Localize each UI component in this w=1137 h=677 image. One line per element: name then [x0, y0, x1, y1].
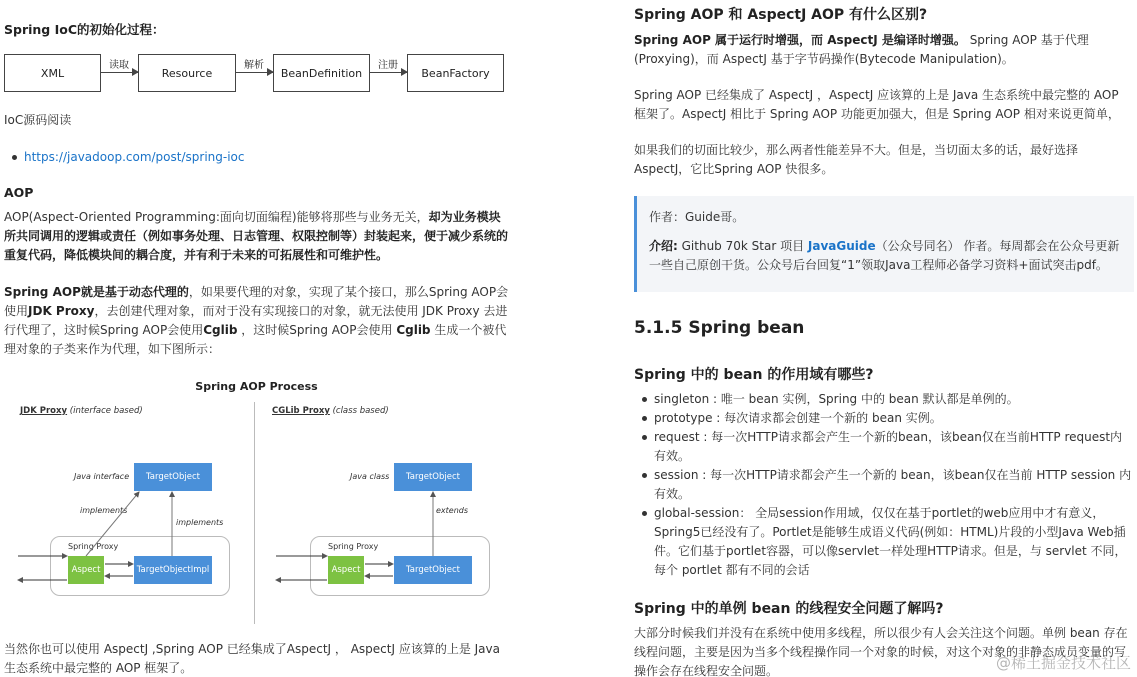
- javaguide-link[interactable]: JavaGuide: [807, 239, 876, 253]
- diff-p1-b: Spring AOP 基于代理(Proxying)，而 AspectJ 基于字节码操作(Bytecode Manipulation)。: [634, 33, 1089, 66]
- flow-box-beandefinition: BeanDefinition: [273, 54, 370, 92]
- diagram-arrows: [4, 372, 509, 627]
- note-intro-a: Github 70k Star 项目: [677, 239, 808, 253]
- flow-box-xml: XML: [4, 54, 101, 92]
- bean-scope-heading: Spring 中的 bean 的作用域有哪些?: [634, 367, 874, 383]
- aop-p2-d: ，去创建代理对象，而对于没有实现接口的对象，就无法使用 JDK Proxy 去进行代理了，这时候Spring AOP会使用: [4, 304, 508, 337]
- spring-aop-process-diagram: [4, 372, 509, 627]
- note-intro: [649, 237, 1122, 275]
- aop-diff-paragraph-1: [634, 31, 1134, 69]
- cglib-target-object: TargetObject: [394, 463, 472, 491]
- jdk-implements-label-2: implements: [176, 518, 224, 527]
- aop-paragraph-1: [4, 208, 509, 265]
- cglib-aspect-box: Aspect: [328, 556, 364, 584]
- jdk-proxy-label: JDK Proxy (interface based): [20, 406, 143, 416]
- diagram-title: Spring AOP Process: [195, 380, 318, 393]
- aop-diff-paragraph-2: Spring AOP 已经集成了 AspectJ ，AspectJ 应该算的上是 Java 生态系统中最完整的 AOP 框架了。AspectJ 相比于 Spring AOP 功能更加强大，但是 Spring AOP 相对来说更简单，: [634, 88, 1120, 121]
- bean-scope-list: [634, 390, 1134, 580]
- aop-paragraph-2: [4, 283, 509, 359]
- aop-p2-a: Spring AOP就是基于动态代理的: [4, 285, 189, 299]
- cglib-spring-proxy-label: Spring Proxy: [328, 542, 379, 551]
- list-item: [4, 148, 504, 167]
- ioc-flow-diagram: [4, 54, 504, 92]
- flow-box-beanfactory: BeanFactory: [407, 54, 504, 92]
- jdk-spring-proxy-label: Spring Proxy: [68, 542, 119, 551]
- aspectj-paragraph-left: 当然你也可以使用 AspectJ ,Spring AOP 已经集成了AspectJ ， AspectJ 应该算的上是 Java 生态系统中最完整的 AOP 框架了。: [4, 642, 500, 675]
- java-interface-label: Java interface: [74, 472, 130, 481]
- ioc-source-link[interactable]: https://javadoop.com/post/spring-ioc: [24, 150, 245, 164]
- aop-p2-f: ，这时候Spring AOP会使用: [237, 323, 397, 337]
- aop-diff-heading: Spring AOP 和 AspectJ AOP 有什么区别?: [634, 7, 928, 23]
- list-item: global-session： 全局session作用域，仅仅在基于portlet的web应用中才有意义，Spring5已经没有了。Portlet是能够生成语义代码(例如：HTML)片段的小型Java Web插件。它们基于portlet容器，可以像servlet一样处理HTTP请求。但是，与 servlet 不同，每个 portlet 都有不同的会话: [634, 504, 1134, 580]
- watermark: @稀土掘金技术社区: [995, 654, 1131, 672]
- aop-p2-c: JDK Proxy: [28, 304, 95, 318]
- aop-heading: AOP: [4, 185, 34, 200]
- aop-p2-e: Cglib: [203, 323, 238, 337]
- list-item: prototype : 每次请求都会创建一个新的 bean 实例。: [634, 409, 1134, 428]
- jdk-implements-label-1: implements: [80, 506, 128, 515]
- flow-arrow-register: [370, 72, 407, 73]
- flow-label-read: 读取: [109, 60, 129, 71]
- java-class-label: Java class: [350, 472, 390, 481]
- aop-p1-a: AOP(Aspect-Oriented Programming:面向切面编程)能够将那些与业务无关，: [4, 210, 429, 224]
- note-intro-label: 介绍:: [649, 239, 678, 253]
- cglib-proxy-label: CGLib Proxy (class based): [272, 406, 389, 416]
- aop-p2-h: 生成一个被代理对象的子类来作为代理，如下图所示：: [4, 323, 507, 356]
- spring-bean-heading: 5.1.5 Spring bean: [634, 318, 805, 338]
- list-item: session : 每一次HTTP请求都会产生一个新的 bean，该bean仅在当前 HTTP session 内有效。: [634, 466, 1134, 504]
- note-author: 作者：Guide哥。: [649, 210, 745, 224]
- note-intro-b: （公众号同名） 作者。每周都会在公众号更新一些自己原创干货。公众号后台回复“1”领取Java工程师必备学习资料+面试突击pdf。: [649, 239, 1120, 272]
- ioc-link-list: [4, 148, 504, 167]
- jdk-aspect-box: Aspect: [68, 556, 104, 584]
- jdk-target-object: TargetObject: [134, 463, 212, 491]
- list-item: singleton : 唯一 bean 实例，Spring 中的 bean 默认都是单例的。: [634, 390, 1134, 409]
- ioc-init-title: Spring IoC的初始化过程：: [4, 22, 165, 37]
- aop-diff-paragraph-3: 如果我们的切面比较少，那么两者性能差异不大。但是，当切面太多的话，最好选择 AspectJ，它比Spring AOP 快很多。: [634, 143, 1079, 176]
- jdk-target-object-impl: TargetObjectImpl: [134, 556, 212, 584]
- aop-p2-b: ，如果要代理的对象，实现了某个接口，那么Spring AOP会使用: [4, 285, 509, 318]
- cglib-extends-label: extends: [436, 506, 469, 515]
- flow-arrow-read: [101, 72, 138, 73]
- ioc-source-text: IoC源码阅读: [4, 113, 72, 127]
- aop-p1-c: ，便于减少系统的重复代码，降低模块间的耦合度，并有利于未来的可拓展性和可维护性。: [4, 229, 509, 262]
- thread-safety-paragraph: 大部分时候我们并没有在系统中使用多线程，所以很少有人会关注这个问题。单例 bean 存在线程问题，主要是因为当多个线程操作同一个对象的时候，对这个对象的非静态成员变量的写操作会存在线程安全问题。: [634, 626, 1128, 677]
- flow-label-register: 注册: [378, 60, 398, 71]
- flow-arrow-parse: [236, 72, 273, 73]
- flow-label-parse: 解析: [244, 60, 264, 71]
- diff-p1-a: Spring AOP 属于运行时增强，而 AspectJ 是编译时增强。: [634, 33, 966, 47]
- aop-p2-g: Cglib: [396, 323, 431, 337]
- author-note-box: [634, 196, 1134, 292]
- cglib-target-object-proxy: TargetObject: [394, 556, 472, 584]
- flow-box-resource: Resource: [138, 54, 236, 92]
- list-item: request : 每一次HTTP请求都会产生一个新的bean，该bean仅在当前HTTP request内有效。: [634, 428, 1134, 466]
- thread-safety-heading: Spring 中的单例 bean 的线程安全问题了解吗?: [634, 601, 944, 617]
- aop-p1-b: 却为业务模块所共同调用的逻辑或责任（例如事务处理、日志管理、权限控制等）封装起来: [4, 210, 501, 243]
